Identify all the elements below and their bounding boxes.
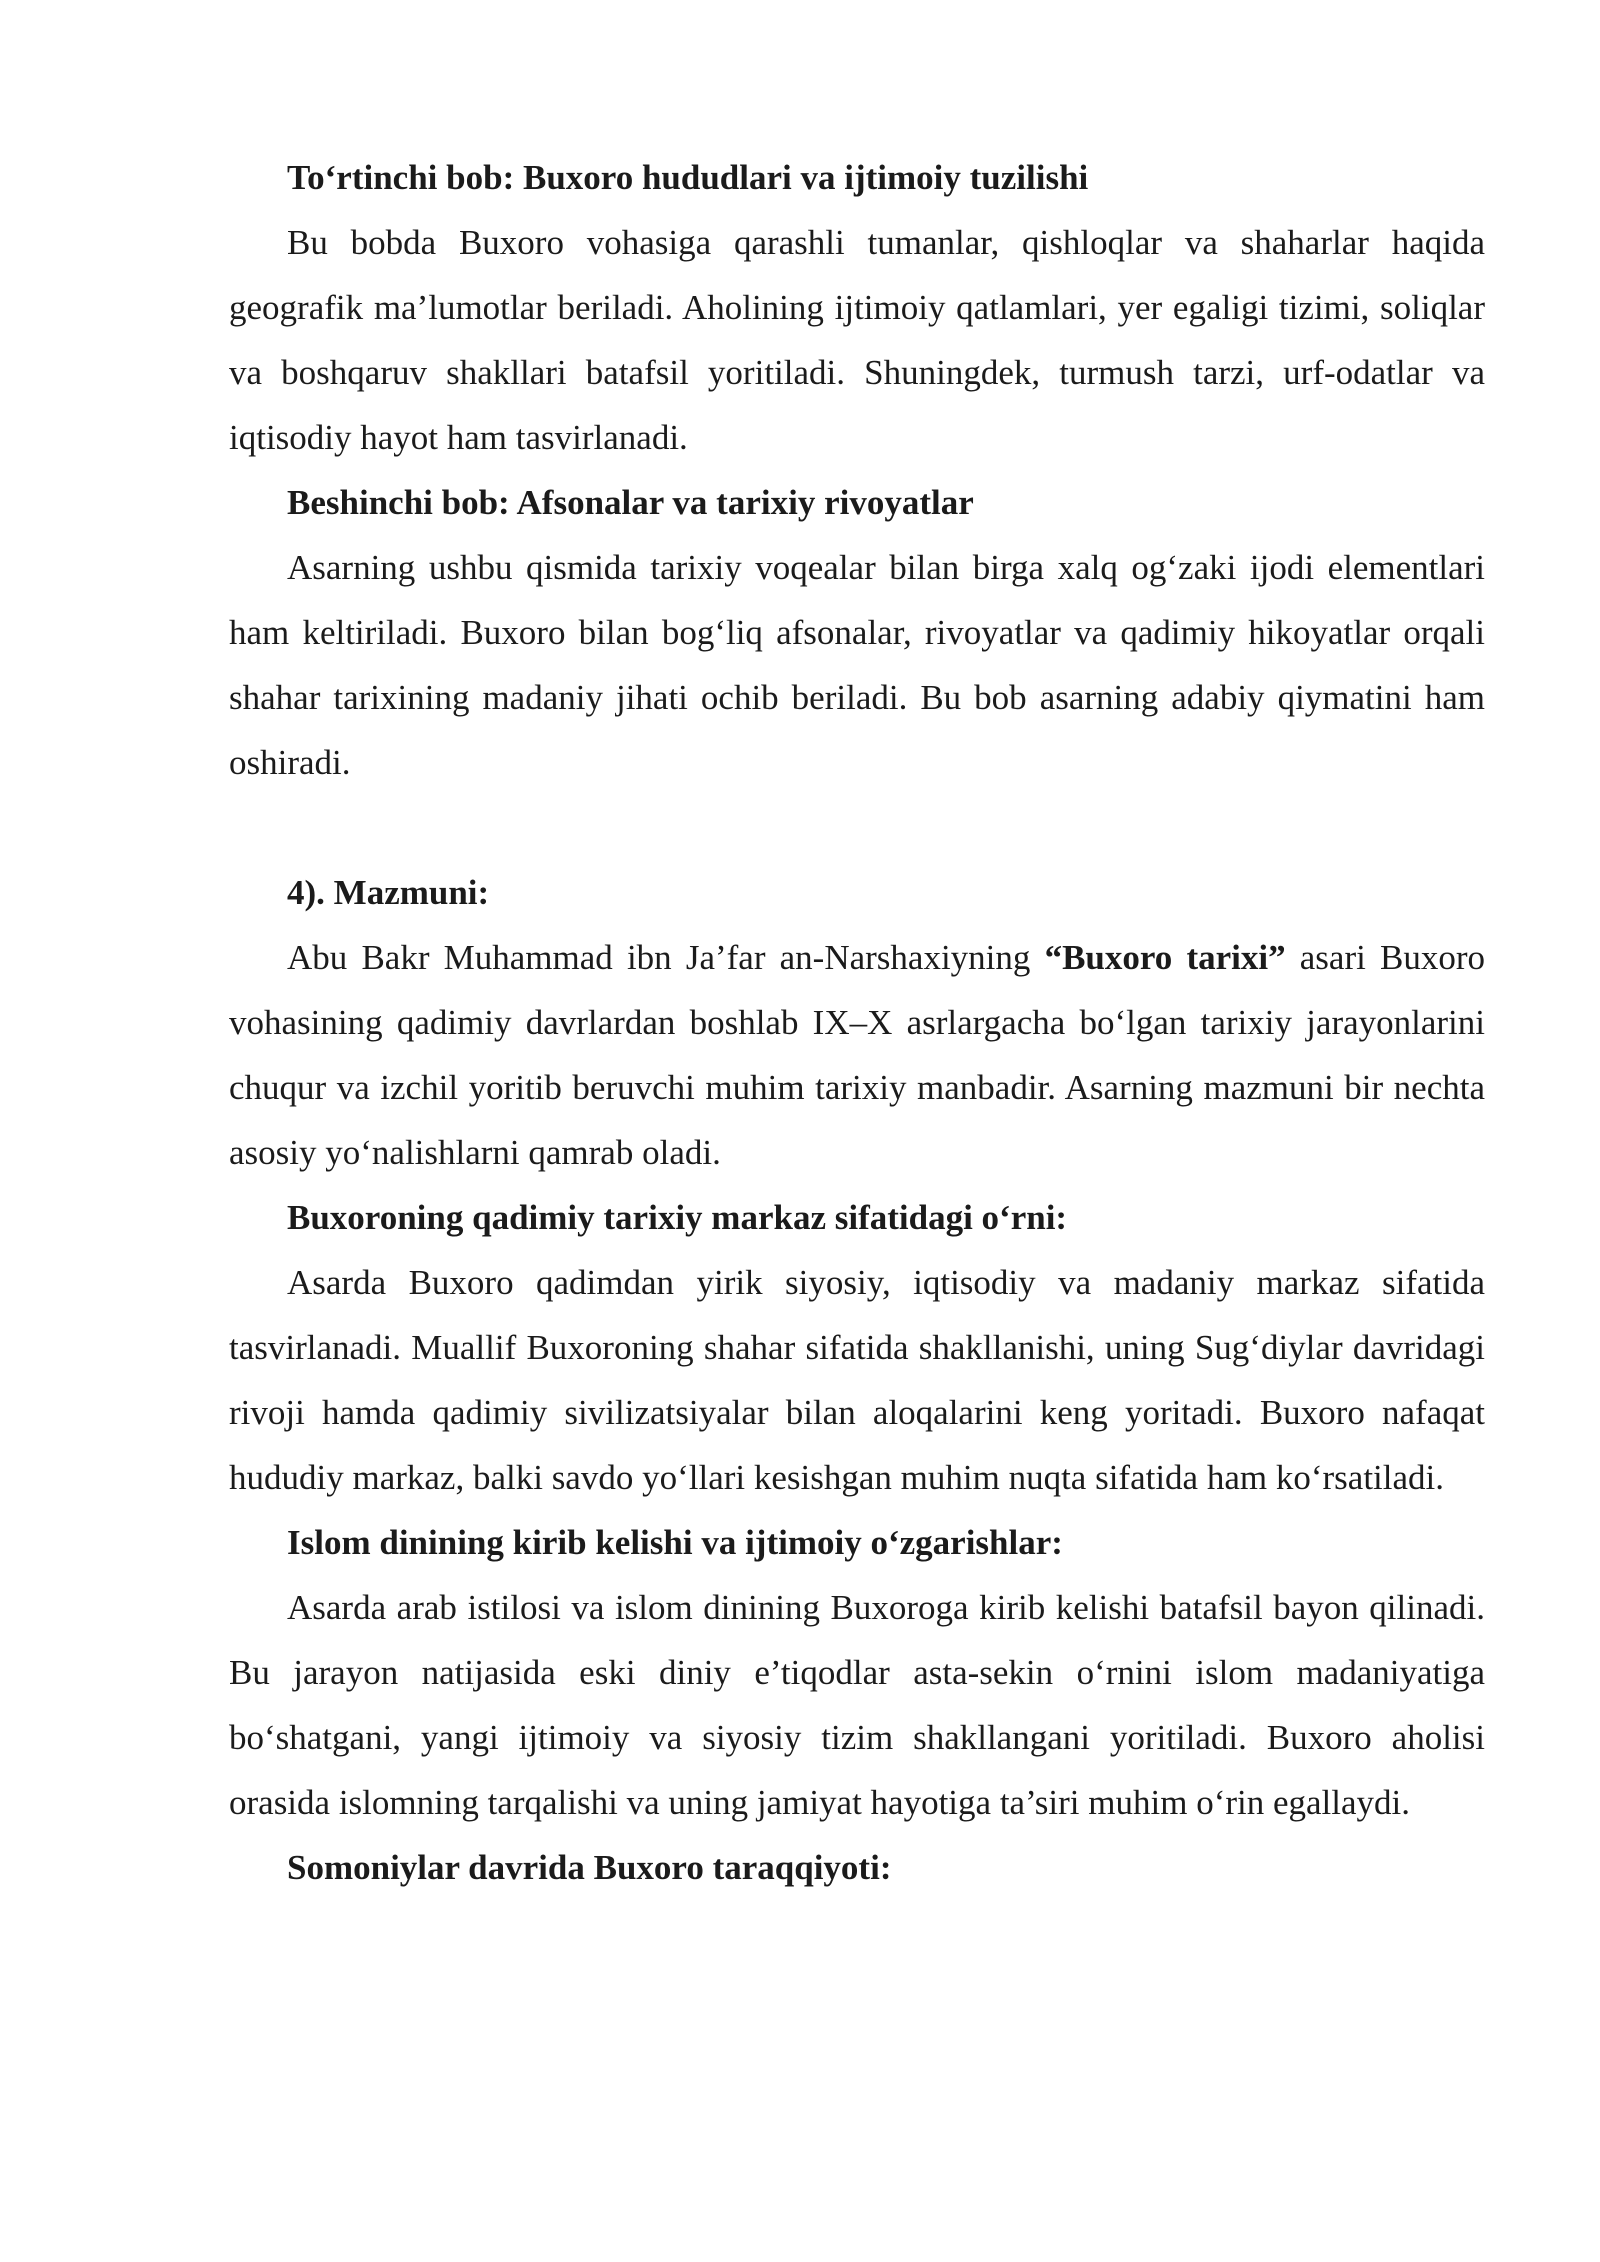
- markaz-heading: Buxoroning qadimiy tarixiy markaz sifatidagi o‘rni:: [287, 1198, 1068, 1237]
- mazmuni-heading: 4). Mazmuni:: [287, 873, 490, 912]
- islom-heading: Islom dinining kirib kelishi va ijtimoiy o‘zgarishlar:: [287, 1523, 1063, 1562]
- chapter-four-paragraph: Bu bobda Buxoro vohasiga qarashli tumanlar, qishloqlar va shaharlar haqida geografik ma’lumotlar beriladi. Aholining ijtimoiy qatlamlari, yer egaligi tizimi, soliqlar va boshqaruv shakllari batafsil yoritiladi. Shuningdek, turmush tarzi, urf-odatlar va iqtisodiy hayot ham tasvirlanadi.: [229, 223, 1485, 457]
- islom-paragraph: Asarda arab istilosi va islom dinining Buxoroga kirib kelishi batafsil bayon qilinadi. Bu jarayon natijasida eski diniy e’tiqodlar asta-sekin o‘rnini islom madaniyatiga bo‘shatgani, yangi ijtimoiy va siyosiy tizim shakllangani yoritiladi. Buxoro aholisi orasida islomning tarqalishi va uning jamiyat hayotiga ta’siri muhim o‘rin egallaydi.: [229, 1588, 1485, 1822]
- mazmuni-paragraph: [229, 925, 1485, 1185]
- markaz-paragraph: Asarda Buxoro qadimdan yirik siyosiy, iqtisodiy va madaniy markaz sifatida tasvirlanadi. Muallif Buxoroning shahar sifatida shakllanishi, uning Sug‘diylar davridagi rivoji hamda qadimiy sivilizatsiyalar bilan aloqalarini keng yoritadi. Buxoro nafaqat hududiy markaz, balki savdo yo‘llari kesishgan muhim nuqta sifatida ham ko‘rsatiladi.: [229, 1263, 1485, 1497]
- chapter-five-heading: Beshinchi bob: Afsonalar va tarixiy rivoyatlar: [287, 483, 974, 522]
- mazmuni-text-start: Abu Bakr Muhammad ibn Ja’far an-Narshaxiyning: [287, 938, 1045, 977]
- mazmuni-text-end: asari Buxoro vohasining qadimiy davrlardan boshlab IX–X asrlargacha bo‘lgan tarixiy jarayonlarini chuqur va izchil yoritib beruvchi muhim tarixiy manbadir. Asarning mazmuni bir nechta asosiy yo‘nalishlarni qamrab oladi.: [229, 938, 1485, 1172]
- blank-line: [229, 795, 1485, 860]
- somoniylar-heading: Somoniylar davrida Buxoro taraqqiyoti:: [287, 1848, 892, 1887]
- page-content: [229, 145, 1485, 1900]
- chapter-five-paragraph: Asarning ushbu qismida tarixiy voqealar bilan birga xalq og‘zaki ijodi elementlari ham keltiriladi. Buxoro bilan bog‘liq afsonalar, rivoyatlar va qadimiy hikoyatlar orqali shahar tarixining madaniy jihati ochib beriladi. Bu bob asarning adabiy qiymatini ham oshiradi.: [229, 548, 1485, 782]
- book-title: “Buxoro tarixi”: [1044, 938, 1286, 977]
- chapter-four-heading: To‘rtinchi bob: Buxoro hududlari va ijtimoiy tuzilishi: [287, 158, 1089, 197]
